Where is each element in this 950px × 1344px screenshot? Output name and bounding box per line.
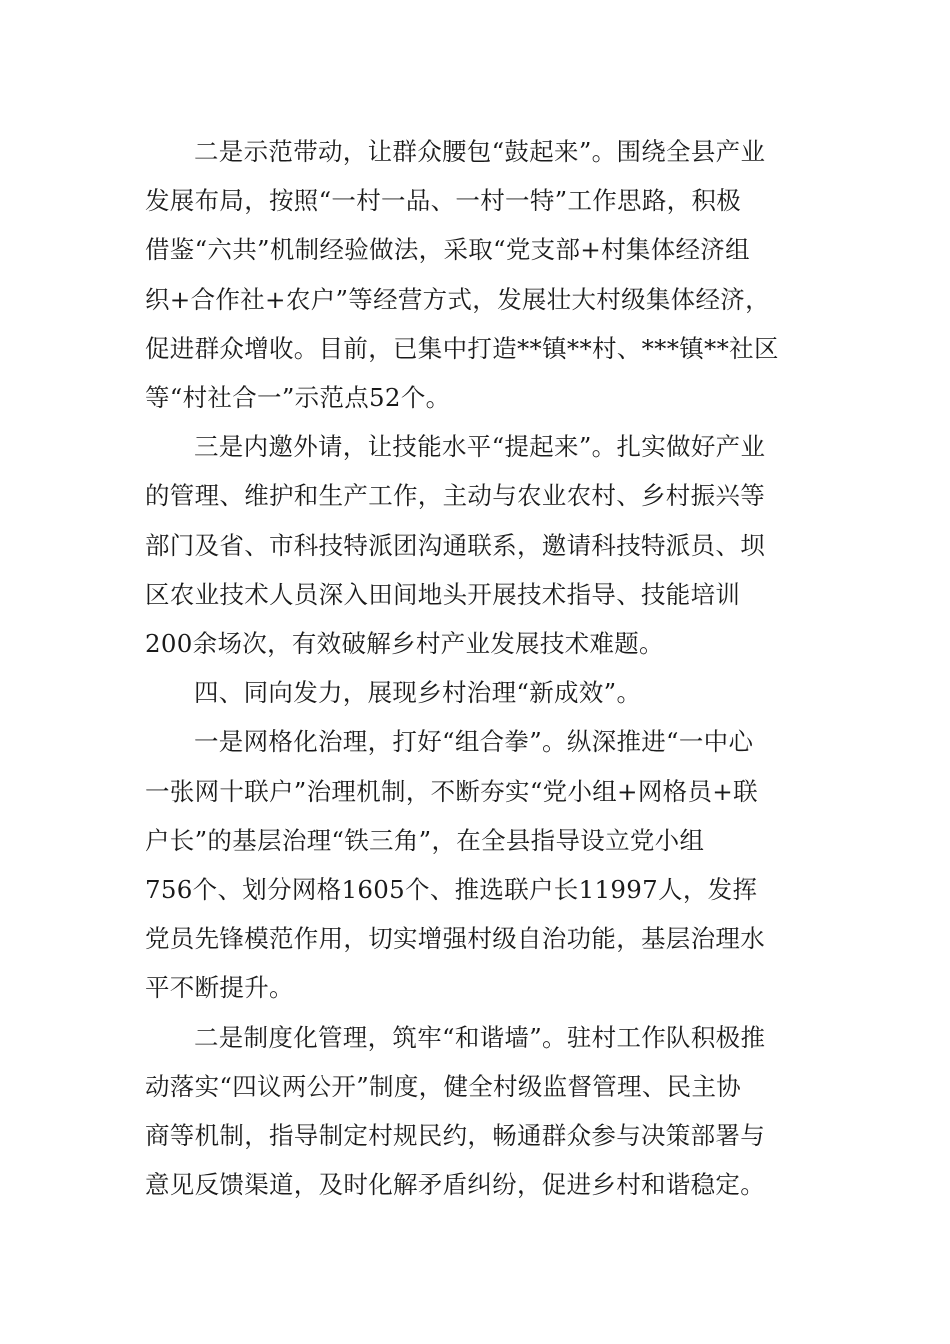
- text-line: 平不断提升。: [145, 973, 294, 1003]
- text-line: 的管理、维护和生产工作，主动与农业农村、乡村振兴等: [145, 481, 765, 511]
- text-line: 756个、划分网格1605个、推选联户长11997人，发挥: [145, 875, 758, 905]
- text-line: 等“村社合一”示范点52个。: [145, 383, 451, 413]
- document-body: [145, 127, 807, 1209]
- text-line: 一是网格化治理，打好“组合拳”。纵深推进“一中心: [194, 727, 754, 757]
- text-line: 二是示范带动，让群众腰包“鼓起来”。围绕全县产业: [194, 137, 766, 166]
- text-line: 三是内邀外请，让技能水平“提起来”。扎实做好产业: [194, 432, 766, 462]
- text-line: 一张网十联户”治理机制，不断夯实“党小组+网格员+联: [145, 776, 758, 806]
- text-line: 商等机制，指导制定村规民约，畅通群众参与决策部署与: [145, 1121, 765, 1151]
- text-line: 意见反馈渠道，及时化解矛盾纠纷，促进乡村和谐稳定。: [145, 1170, 765, 1200]
- text-line: 部门及省、市科技特派团沟通联系，邀请科技特派员、坝: [145, 530, 765, 560]
- section-heading: [145, 668, 807, 717]
- text-line: 促进群众增收。目前，已集中打造**镇**村、***镇**社区: [145, 333, 779, 363]
- text-line: 二是制度化管理，筑牢“和谐墙”。驻村工作队积极推: [194, 1022, 766, 1052]
- paragraph-grid-governance: [145, 717, 807, 1012]
- text-line: 200余场次，有效破解乡村产业发展技术难题。: [145, 629, 664, 659]
- text-line: 党员先锋模范作用，切实增强村级自治功能，基层治理水: [145, 924, 765, 954]
- paragraph-skills: [145, 422, 807, 668]
- text-line: 区农业技术人员深入田间地头开展技术指导、技能培训: [145, 579, 741, 609]
- text-line: 织+合作社+农户”等经营方式，发展壮大村级集体经济，: [145, 284, 770, 314]
- text-line: 借鉴“六共”机制经验做法，采取“党支部+村集体经济组: [145, 235, 750, 265]
- paragraph-institutional-management: [145, 1013, 807, 1210]
- heading-line: 四、同向发力，展现乡村治理“新成效”。: [194, 678, 642, 708]
- paragraph-demonstration: [145, 127, 807, 422]
- text-line: 发展布局，按照“一村一品、一村一特”工作思路，积极: [145, 186, 742, 216]
- text-line: 户长”的基层治理“铁三角”，在全县指导设立党小组: [145, 825, 705, 855]
- text-line: 动落实“四议两公开”制度，健全村级监督管理、民主协: [145, 1071, 742, 1101]
